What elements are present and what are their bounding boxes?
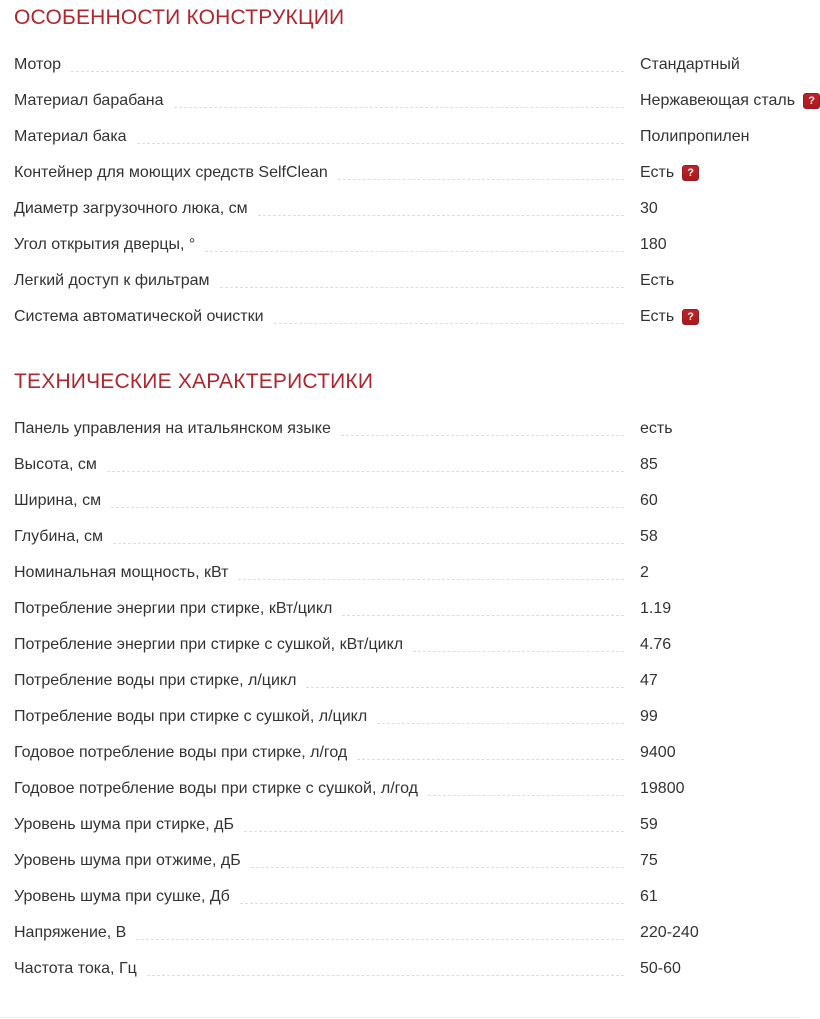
spec-row xyxy=(14,83,815,119)
spec-row xyxy=(14,263,801,299)
spec-row xyxy=(14,411,801,447)
spec-value-text: Есть xyxy=(640,272,675,289)
spec-value xyxy=(640,119,749,155)
spec-label: Легкий доступ к фильтрам xyxy=(14,272,210,289)
spec-label: Уровень шума при стирке, дБ xyxy=(14,816,234,833)
dotted-leader-line xyxy=(111,507,624,508)
spec-value xyxy=(640,843,658,879)
spec-value xyxy=(640,155,699,191)
dotted-leader-line xyxy=(71,71,624,72)
dotted-leader-line xyxy=(338,179,624,180)
spec-row xyxy=(14,771,801,807)
spec-row xyxy=(14,155,801,191)
bottom-divider xyxy=(0,1017,801,1018)
spec-value xyxy=(640,83,820,119)
spec-value-text: 2 xyxy=(640,564,649,581)
spec-value xyxy=(640,483,658,519)
dotted-leader-line xyxy=(220,287,625,288)
spec-row xyxy=(14,735,801,771)
spec-value-text: 75 xyxy=(640,852,658,869)
spec-row xyxy=(14,915,801,951)
spec-label: Мотор xyxy=(14,56,61,73)
spec-value xyxy=(640,191,658,227)
spec-value-text: 1.19 xyxy=(640,600,672,617)
spec-label: Годовое потребление воды при стирке, л/год xyxy=(14,744,348,761)
spec-value-text: 9400 xyxy=(640,744,676,761)
dotted-leader-line xyxy=(240,903,624,904)
spec-value xyxy=(640,519,658,555)
spec-label: Ширина, см xyxy=(14,492,102,509)
dotted-leader-line xyxy=(274,323,624,324)
spec-section xyxy=(14,5,815,335)
spec-row xyxy=(14,299,801,335)
dotted-leader-line xyxy=(428,795,624,796)
spec-value xyxy=(640,447,658,483)
spec-row xyxy=(14,191,801,227)
spec-value-text: 58 xyxy=(640,528,658,545)
spec-row xyxy=(14,483,801,519)
spec-label: Панель управления на итальянском языке xyxy=(14,420,331,437)
spec-value xyxy=(640,663,658,699)
section-title: ТЕХНИЧЕСКИЕ ХАРАКТЕРИСТИКИ xyxy=(14,370,374,393)
spec-label: Уровень шума при сушке, Дб xyxy=(14,888,230,905)
spec-value xyxy=(640,951,681,987)
dotted-leader-line xyxy=(244,831,624,832)
spec-label: Частота тока, Гц xyxy=(14,960,137,977)
spec-value xyxy=(640,299,699,335)
dotted-leader-line xyxy=(342,615,624,616)
spec-row xyxy=(14,47,801,83)
spec-value-text: есть xyxy=(640,420,673,437)
spec-value xyxy=(640,735,676,771)
spec-row xyxy=(14,555,801,591)
spec-label: Материал бака xyxy=(14,128,127,145)
help-question-icon[interactable]: ? xyxy=(803,93,820,109)
spec-label: Материал барабана xyxy=(14,92,164,109)
dotted-leader-line xyxy=(341,435,624,436)
spec-label: Номинальная мощность, кВт xyxy=(14,564,229,581)
spec-label: Потребление энергии при стирке с сушкой, кВт/цикл xyxy=(14,636,404,653)
dotted-leader-line xyxy=(113,543,624,544)
spec-value xyxy=(640,879,658,915)
spec-label: Потребление энергии при стирке, кВт/цикл xyxy=(14,600,333,617)
help-question-icon[interactable]: ? xyxy=(682,309,699,325)
spec-value-text: 85 xyxy=(640,456,658,473)
spec-value-text: 220-240 xyxy=(640,924,699,941)
dotted-leader-line xyxy=(238,579,624,580)
spec-value-text: 99 xyxy=(640,708,658,725)
spec-value-text: Есть xyxy=(640,164,675,181)
dotted-leader-line xyxy=(174,107,624,108)
dotted-leader-line xyxy=(107,471,624,472)
spec-value-text: 50-60 xyxy=(640,960,681,977)
spec-row xyxy=(14,519,801,555)
spec-value xyxy=(640,591,671,627)
dotted-leader-line xyxy=(136,939,624,940)
spec-row xyxy=(14,591,801,627)
spec-label: Годовое потребление воды при стирке с сушкой, л/год xyxy=(14,780,419,797)
spec-value xyxy=(640,227,667,263)
spec-label: Система автоматической очистки xyxy=(14,308,264,325)
spec-row xyxy=(14,807,801,843)
spec-value xyxy=(640,411,673,447)
spec-row xyxy=(14,663,801,699)
spec-row xyxy=(14,699,801,735)
spec-value xyxy=(640,771,685,807)
spec-value xyxy=(640,915,699,951)
spec-value xyxy=(640,807,658,843)
spec-value-text: Стандартный xyxy=(640,56,740,73)
dotted-leader-line xyxy=(258,215,624,216)
help-question-icon[interactable]: ? xyxy=(682,165,699,181)
spec-value-text: 180 xyxy=(640,236,667,253)
spec-label: Глубина, см xyxy=(14,528,104,545)
spec-label: Угол открытия дверцы, ° xyxy=(14,236,196,253)
spec-value-text: Есть xyxy=(640,308,675,325)
dotted-leader-line xyxy=(357,759,624,760)
dotted-leader-line xyxy=(251,867,624,868)
spec-row xyxy=(14,447,801,483)
spec-label: Уровень шума при отжиме, дБ xyxy=(14,852,241,869)
spec-value-text: 4.76 xyxy=(640,636,672,653)
spec-label: Потребление воды при стирке с сушкой, л/цикл xyxy=(14,708,368,725)
dotted-leader-line xyxy=(377,723,624,724)
spec-value-text: 61 xyxy=(640,888,658,905)
dotted-leader-line xyxy=(137,143,624,144)
spec-row xyxy=(14,119,801,155)
spec-value xyxy=(640,699,658,735)
spec-value-text: 60 xyxy=(640,492,658,509)
dotted-leader-line xyxy=(306,687,624,688)
spec-value xyxy=(640,627,671,663)
spec-section xyxy=(14,369,801,987)
dotted-leader-line xyxy=(205,251,624,252)
spec-value-text: Нержавеющая сталь xyxy=(640,92,796,109)
spec-label: Потребление воды при стирке, л/цикл xyxy=(14,672,297,689)
spec-value-text: 30 xyxy=(640,200,658,217)
spec-label: Контейнер для моющих средств SelfClean xyxy=(14,164,328,181)
section-title: ОСОБЕННОСТИ КОНСТРУКЦИИ xyxy=(14,6,345,29)
spec-value xyxy=(640,555,649,591)
spec-label: Напряжение, В xyxy=(14,924,127,941)
spec-value-text: 47 xyxy=(640,672,658,689)
spec-row xyxy=(14,951,801,987)
spec-value-text: Полипропилен xyxy=(640,128,750,145)
spec-row xyxy=(14,843,801,879)
spec-row xyxy=(14,627,801,663)
spec-value xyxy=(640,47,740,83)
spec-label: Диаметр загрузочного люка, см xyxy=(14,200,248,217)
dotted-leader-line xyxy=(147,975,624,976)
spec-rows xyxy=(14,411,801,987)
spec-rows xyxy=(14,47,815,335)
spec-row xyxy=(14,879,801,915)
dotted-leader-line xyxy=(413,651,624,652)
spec-value-text: 59 xyxy=(640,816,658,833)
spec-value xyxy=(640,263,674,299)
spec-row xyxy=(14,227,801,263)
spec-value-text: 19800 xyxy=(640,780,685,797)
spec-label: Высота, см xyxy=(14,456,97,473)
